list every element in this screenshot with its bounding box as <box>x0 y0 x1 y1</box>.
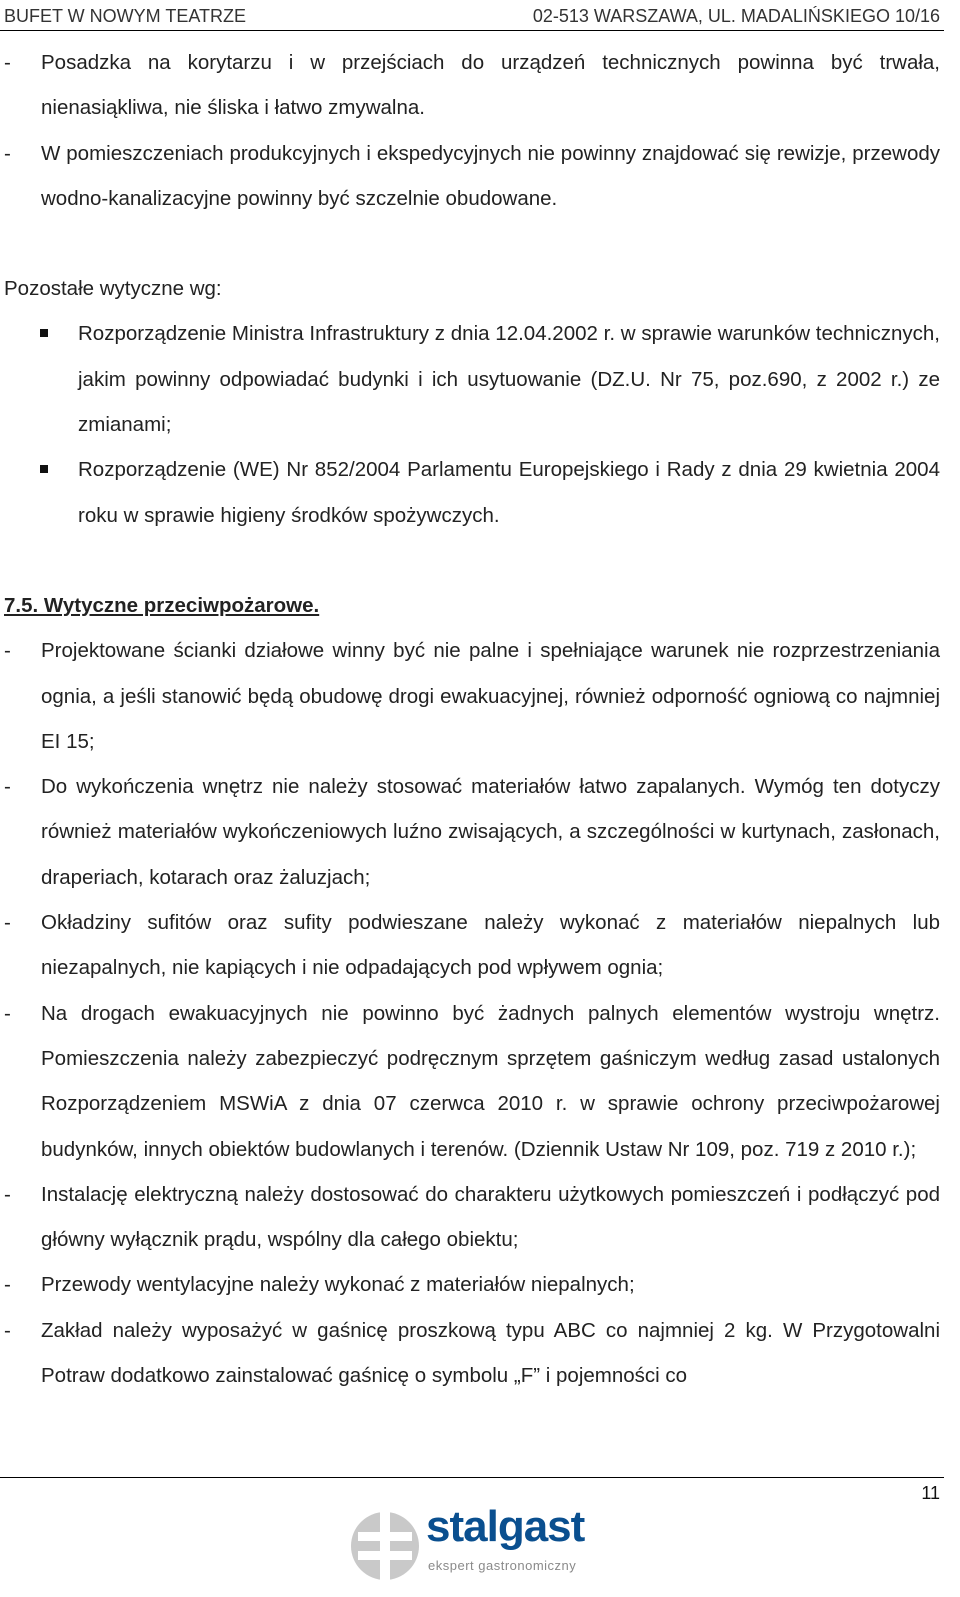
list-item <box>4 40 940 131</box>
page-number: 11 <box>921 1483 940 1503</box>
list-item-text: Zakład należy wyposażyć w gaśnicę proszkową typu ABC co najmniej 2 kg. W Przygotowalni Potraw dodatkowo zainstalować gaśnicę o symbolu „F” i pojemności co <box>41 1318 940 1388</box>
list-item <box>4 1172 940 1263</box>
header-divider <box>0 30 944 31</box>
dash-marker: - <box>4 1273 11 1297</box>
dash-marker: - <box>4 775 11 799</box>
stalgast-logo <box>350 1500 610 1594</box>
document-body <box>4 40 940 1398</box>
list-item <box>4 900 940 991</box>
list-item-text: Projektowane ścianki działowe winny być nie palne i spełniające warunek nie rozprzestrzeniania ognia, a jeśli stanowić będą obudowę drogi ewakuacyjnej, również odporność ogniową co najmniej EI 15; <box>41 639 940 753</box>
logo-tagline: ekspert gastronomiczny <box>428 1558 577 1573</box>
dash-marker: - <box>4 1182 11 1206</box>
dash-marker: - <box>4 911 11 935</box>
list-item <box>4 131 940 222</box>
footer-divider <box>0 1477 944 1478</box>
guidelines-intro: Pozostałe wytyczne wg: <box>4 277 222 301</box>
section-heading: 7.5. Wytyczne przeciwpożarowe. <box>4 593 320 617</box>
dash-marker: - <box>4 1001 11 1025</box>
list-item <box>4 628 940 764</box>
list-item-text: Instalację elektryczną należy dostosować do charakteru użytkowych pomieszczeń i podłączyć pod główny wyłącznik prądu, wspólny dla całego obiektu; <box>41 1182 940 1252</box>
list-item-text: Do wykończenia wnętrz nie należy stosować materiałów łatwo zapalanych. Wymóg ten dotyczy również materiałów wykończeniowych luźno zwisających, a szczególności w kurtynach, zasłonach, draperiach, kotarach oraz żaluzjach; <box>41 775 940 889</box>
header-address: 02-513 WARSZAWA, UL. MADALIŃSKIEGO 10/16 <box>532 6 940 26</box>
dash-marker: - <box>4 141 11 165</box>
logo-mark-icon <box>350 1506 420 1586</box>
guideline-item <box>4 447 940 538</box>
dash-marker: - <box>4 1318 11 1342</box>
guideline-text: Rozporządzenie (WE) Nr 852/2004 Parlamentu Europejskiego i Rady z dnia 29 kwietnia 2004 roku w sprawie higieny środków spożywczych. <box>78 458 940 527</box>
square-bullet-icon <box>40 465 48 473</box>
list-item <box>4 764 940 900</box>
guideline-item <box>4 311 940 447</box>
list-item-text: Na drogach ewakuacyjnych nie powinno być żadnych palnych elementów wystroju wnętrz. Pomieszczenia należy zabezpieczyć podręcznym sprzętem gaśniczym według zasad ustalonych Rozporządzeniem MSWiA z dnia 07 czerwca 2010 r. w sprawie ochrony przeciwpożarowej budynków, innych obiektów budowlanych i terenów. (Dziennik Ustaw Nr 109, poz. 719 z 2010 r.); <box>41 1001 940 1161</box>
list-item-text: Przewody wentylacyjne należy wykonać z materiałów niepalnych; <box>41 1273 635 1297</box>
list-item-text: Okładziny sufitów oraz sufity podwieszane należy wykonać z materiałów niepalnych lub niezapalnych, nie kapiących i nie odpadających pod wpływem ognia; <box>41 911 940 980</box>
list-item-text: Posadzka na korytarzu i w przejściach do urządzeń technicznych powinna być trwała, nienasiąkliwa, nie śliska i łatwo zmywalna. <box>41 51 940 120</box>
list-item <box>4 1308 940 1399</box>
spacer <box>4 221 940 266</box>
guideline-text: Rozporządzenie Ministra Infrastruktury z dnia 12.04.2002 r. w sprawie warunków technicznych, jakim powinny odpowiadać budynki i ich usytuowanie (DZ.U. Nr 75, poz.690, z 2002 r.) ze zmianami; <box>78 322 940 437</box>
page-header <box>4 6 940 28</box>
spacer <box>4 538 940 583</box>
header-title: BUFET W NOWYM TEATRZE <box>4 6 246 26</box>
logo-wordmark: stalgast <box>426 1502 585 1551</box>
list-item-text: W pomieszczeniach produkcyjnych i ekspedycyjnych nie powinny znajdować się rewizje, przewody wodno-kanalizacyjne powinny być szczelnie obudowane. <box>41 141 940 210</box>
list-item <box>4 1262 940 1307</box>
list-item <box>4 991 940 1172</box>
square-bullet-icon <box>40 329 48 337</box>
dash-marker: - <box>4 51 11 74</box>
dash-marker: - <box>4 639 11 663</box>
